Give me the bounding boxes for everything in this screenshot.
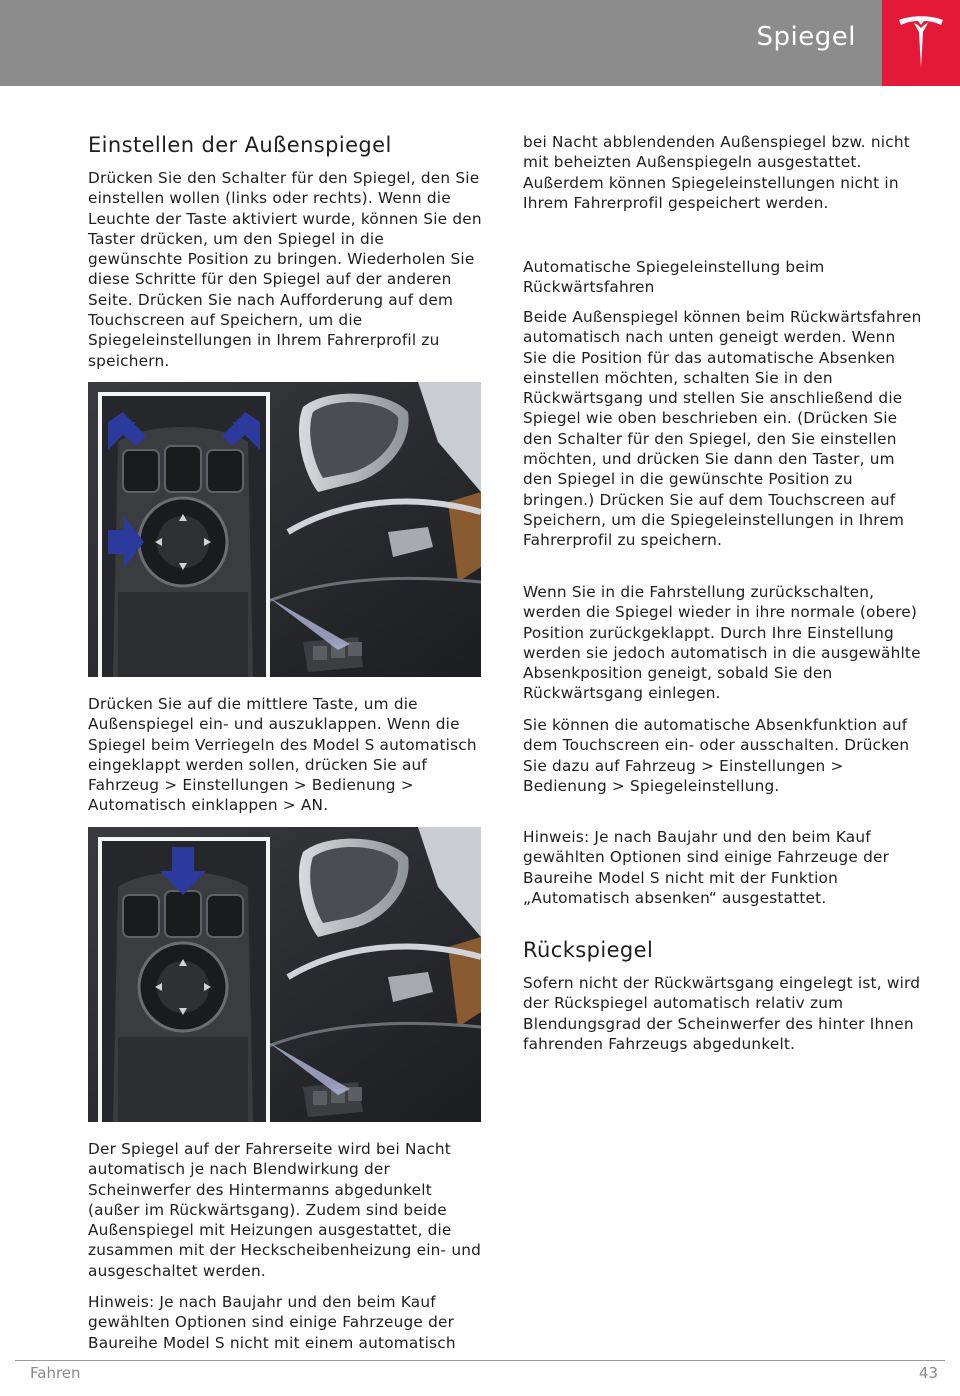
paragraph: Sie können die automatische Absenkfunktion auf dem Touchscreen ein- oder ausschalten. Drücken Sie dazu auf Fahrzeug > Einstellungen > Bedienung > Spiegeleinstellung. — [523, 716, 910, 795]
section-heading-exterior-mirrors: Einstellen der Außenspiegel — [88, 133, 392, 157]
tesla-logo-icon — [897, 14, 945, 70]
footer-section-name: Fahren — [30, 1364, 81, 1382]
brand-logo — [882, 0, 960, 86]
header-title: Spiegel — [756, 22, 856, 52]
paragraph: Der Spiegel auf der Fahrerseite wird bei Nacht automatisch je nach Blendwirkung der Scheinwerfer des Hintermanns abgedunkelt (außer im Rückwärtsgang). Zudem sind beide Außenspiegel mit Heizungen ausgestattet, die zusammen mit der Heckscheibenheizung ein- und ausgeschaltet werden. — [88, 1140, 482, 1280]
paragraph: Wenn Sie in die Fahrstellung zurückschalten, werden die Spiegel wieder in ihre normale (obere) Position zurückgeklappt. Durch Ihre Einstellung werden sie jedoch automatisch in die ausgewählte Absenkposition geneigt, sobald Sie den Rückwärtsgang einlegen. — [523, 583, 921, 703]
paragraph: Sofern nicht der Rückwärtsgang eingelegt ist, wird der Rückspiegel automatisch relativ zum Blendungsgrad der Scheinwerfer des hinter Ihnen fahrenden Fahrzeugs abgedunkelt. — [523, 974, 921, 1053]
paragraph: bei Nacht abblendenden Außenspiegel bzw. nicht mit beheizten Außenspiegeln ausgestattet. Außerdem können Spiegeleinstellungen nicht in Ihrem Fahrerprofil gespeichert werden. — [523, 133, 910, 212]
note-paragraph: Hinweis: Je nach Baujahr und den beim Kauf gewählten Optionen sind einige Fahrzeuge der Baureihe Model S nicht mit einem automatisch — [88, 1293, 456, 1352]
mirror-controls-photo-1 — [88, 382, 481, 677]
page-header — [0, 0, 960, 86]
footer-divider — [15, 1360, 945, 1361]
page-number: 43 — [918, 1364, 938, 1382]
mirror-controls-photo-2 — [88, 827, 481, 1122]
paragraph: Drücken Sie den Schalter für den Spiegel, den Sie einstellen wollen (links oder rechts). Wenn die Leuchte der Taste aktiviert wurde, können Sie den Taster drücken, um den Spiegel in die gewünschte Position zu bringen. Wiederholen Sie diese Schritte für den Spiegel auf der anderen Seite. Drücken Sie nach Aufforderung auf dem Touchscreen auf Speichern, um die Spiegeleinstellungen in Ihrem Fahrerprofil zu speichern. — [88, 169, 482, 370]
paragraph: Beide Außenspiegel können beim Rückwärtsfahren automatisch nach unten geneigt werden. Wenn Sie die Position für das automatische Absenken einstellen möchten, schalten Sie in den Rückwärtsgang und stellen Sie anschließend die Spiegel wie oben beschrieben ein. (Drücken Sie den Schalter für den Spiegel, den Sie einstellen möchten, und drücken Sie dann den Taster, um den Spiegel in die gewünschte Position zu bringen.) Drücken Sie auf dem Touchscreen auf Speichern, um die Spiegeleinstellungen in Ihrem Fahrerprofil zu speichern. — [523, 308, 922, 550]
subsection-heading-auto-tilt: Automatische Spiegeleinstellung beim Rückwärtsfahren — [523, 258, 825, 297]
section-heading-rearview-mirror: Rückspiegel — [523, 938, 654, 962]
paragraph: Drücken Sie auf die mittlere Taste, um die Außenspiegel ein- und auszuklappen. Wenn die Spiegel beim Verriegeln des Model S automatisch eingeklappt werden sollen, drücken Sie auf Fahrzeug > Einstellungen > Bedienung > Automatisch einklappen > AN. — [88, 695, 477, 815]
note-paragraph: Hinweis: Je nach Baujahr und den beim Kauf gewählten Optionen sind einige Fahrzeuge der Baureihe Model S nicht mit der Funktion „Automatisch absenken“ ausgestattet. — [523, 828, 890, 907]
